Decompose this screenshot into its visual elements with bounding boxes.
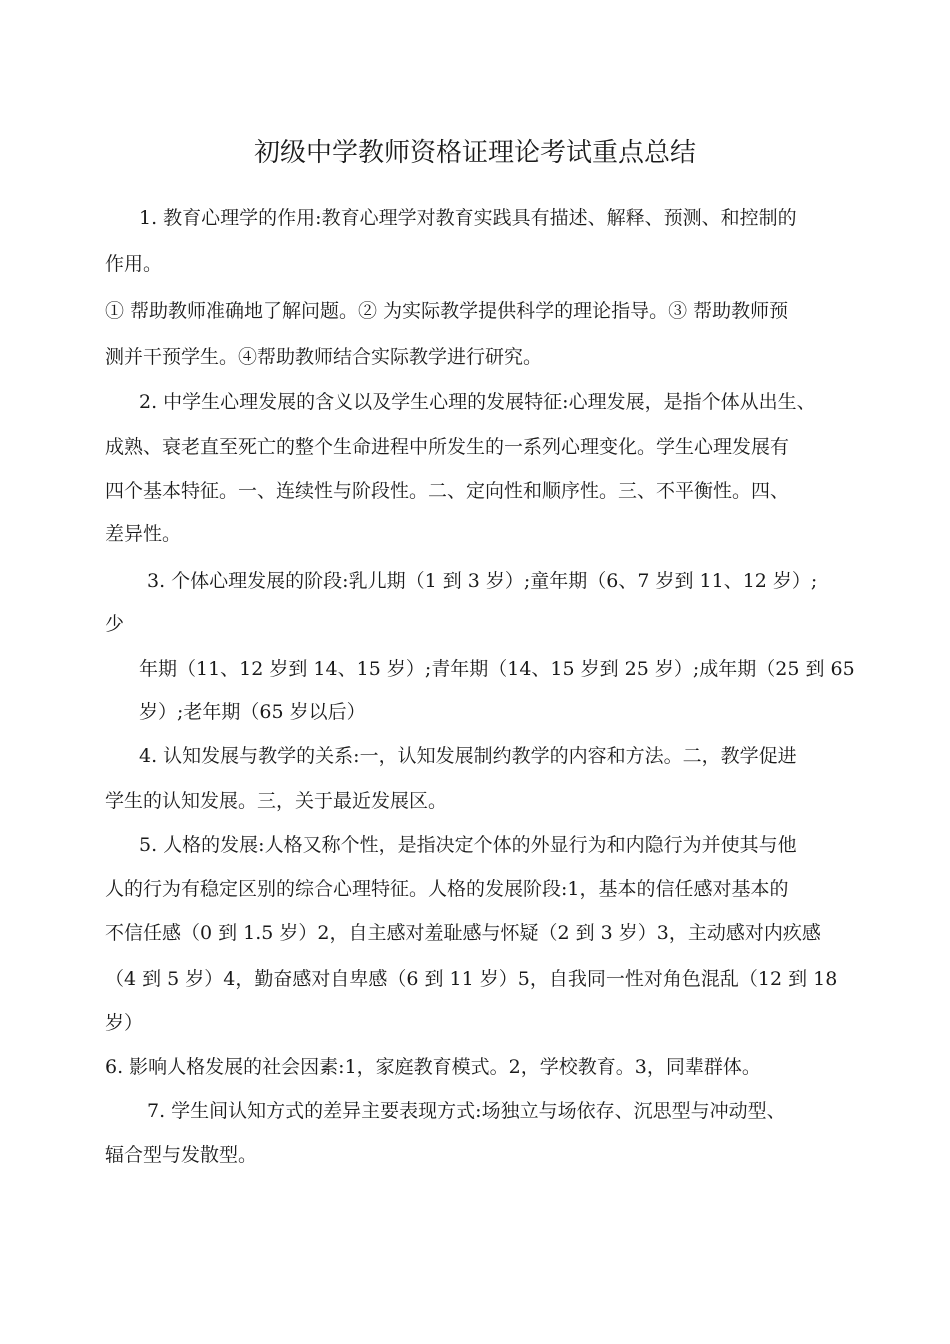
text-line: 1. 教育心理学的作用:教育心理学对教育实践具有描述、解释、预测、和控制的 — [139, 207, 797, 229]
text-line: 辐合型与发散型。 — [105, 1144, 258, 1166]
text-line: 4. 认知发展与教学的关系:一，认知发展制约教学的内容和方法。二，教学促进 — [139, 745, 797, 767]
text-line: 年期（11、12 岁到 14、15 岁）;青年期（14、15 岁到 25 岁）;成年期（25 到 65 — [139, 658, 855, 680]
text-line: 成熟、衰老直至死亡的整个生命进程中所发生的一系列心理变化。学生心理发展有 — [105, 436, 790, 458]
text-line: 7. 学生间认知方式的差异主要表现方式:场独立与场依存、沉思型与冲动型、 — [147, 1100, 786, 1122]
text-line: 差异性。 — [105, 523, 182, 545]
text-line: 岁）;老年期（65 岁以后） — [139, 701, 366, 723]
text-line: 不信任感（0 到 1.5 岁）2，自主感对羞耻感与怀疑（2 到 3 岁）3，主动感对内疚感 — [105, 922, 821, 944]
text-line: 5. 人格的发展:人格又称个性，是指决定个体的外显行为和内隐行为并使其与他 — [139, 834, 797, 856]
text-line: 2. 中学生心理发展的含义以及学生心理的发展特征:心理发展，是指个体从出生、 — [139, 391, 816, 413]
text-line: 3. 个体心理发展的阶段:乳儿期（1 到 3 岁）;童年期（6、7 岁到 11、12 岁）; — [147, 570, 818, 592]
text-line: 作用。 — [105, 253, 163, 275]
text-line: 岁） — [105, 1012, 144, 1034]
document-title: 初级中学教师资格证理论考试重点总结 — [253, 138, 696, 168]
text-line: ① 帮助教师准确地了解问题。② 为实际教学提供科学的理论指导。③ 帮助教师预 — [105, 300, 789, 322]
text-line: （4 到 5 岁）4，勤奋感对自卑感（6 到 11 岁）5，自我同一性对角色混乱（12 到 18 — [105, 968, 838, 990]
text-line: 学生的认知发展。三，关于最近发展区。 — [105, 790, 448, 812]
text-line: 四个基本特征。一、连续性与阶段性。二、定向性和顺序性。三、不平衡性。四、 — [105, 480, 790, 502]
text-line: 人的行为有稳定区别的综合心理特征。人格的发展阶段:1，基本的信任感对基本的 — [105, 878, 789, 900]
text-line: 测并干预学生。④帮助教师结合实际教学进行研究。 — [105, 346, 543, 368]
text-line: 少 — [105, 613, 125, 635]
text-line: 6. 影响人格发展的社会因素:1，家庭教育模式。2，学校教育。3，同辈群体。 — [105, 1056, 761, 1078]
